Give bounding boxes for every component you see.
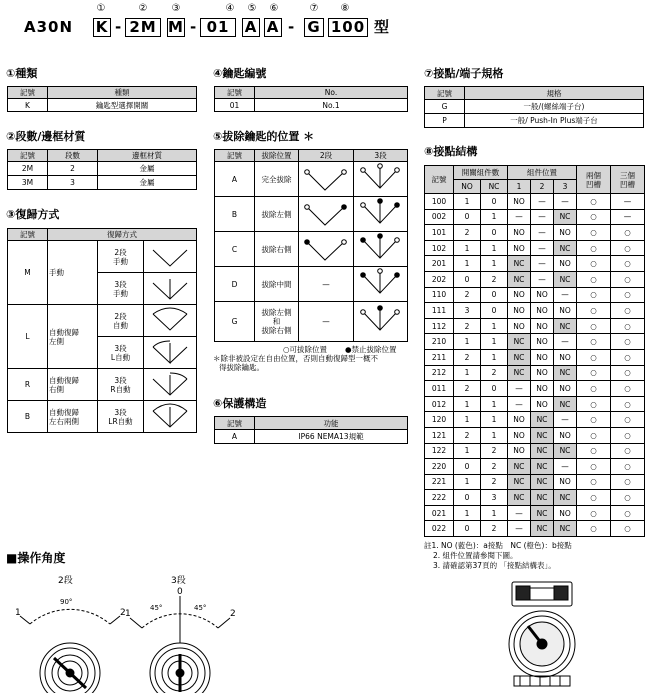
table-row: 120 1 1 NO NC — ○ ○: [425, 412, 645, 428]
table-row: M 手動 2段 手動: [8, 241, 197, 273]
diagram-l3: [153, 343, 170, 363]
table-row: 3M 3 金屬: [8, 176, 197, 190]
removal-diagrams-2: [298, 162, 353, 274]
table-row: G 一般/(螺絲端子台): [425, 100, 644, 114]
table-row: D 拔除中間 —: [215, 267, 408, 302]
diagram-m2: [153, 250, 187, 266]
code-suffix: 型: [374, 18, 391, 36]
legend-closed: ●禁止拔除位置: [345, 345, 397, 354]
removal-table: 記號 拔除位置 2段 3段 A 完全拔除 B 拔除左側 C 拔除右側 D 拔除中間 — G 拔除左側 和 拔除右側 —: [214, 149, 408, 342]
table-row: B 拔除左側: [215, 197, 408, 232]
code-dash-1: -: [115, 18, 123, 36]
code-num-7: ⑦: [309, 3, 319, 14]
key-table: 記號 No. 01 No.1: [214, 86, 408, 112]
table-row: 210 1 1 NC NO — ○ ○: [425, 334, 645, 350]
table-row: 01 No.1: [215, 99, 408, 112]
table-row: R 自動復歸 右側 3段 R自動: [8, 369, 197, 401]
table-row: A IP66 NEMA13規範: [215, 430, 408, 444]
table-row: 2M 2 金屬: [8, 162, 197, 176]
angle3-pos1: 1: [125, 609, 131, 619]
section-protection-title: ⑥保護構造: [213, 397, 267, 410]
table-row: 100 1 0 NO — — ○ —: [425, 194, 645, 210]
table-row: 011 2 0 — NO NO ○ ○: [425, 381, 645, 397]
table-row: 211 2 1 NC NO NO ○ ○: [425, 349, 645, 365]
code-num-4: ④: [225, 3, 235, 14]
model-code: [24, 4, 404, 44]
switch-illustration: [506, 578, 582, 690]
code-num-1: ①: [96, 3, 106, 14]
section-type-title: ①種類: [6, 67, 38, 80]
code-dash-3: -: [288, 18, 296, 36]
section-stage-title: ②段數/邊框材質: [6, 130, 86, 143]
table-row: 221 1 2 NC NC NO ○ ○: [425, 474, 645, 490]
angle-2-label: 2段: [58, 576, 73, 586]
angle-diagram-3: [120, 588, 240, 693]
table-row: 022 0 2 — NC NC ○ ○: [425, 521, 645, 537]
table-row: K 鑰匙型選擇開關: [8, 99, 197, 112]
removal-note-1: ＊除非被設定在自由位置，否則自動復歸型一概不: [213, 354, 378, 363]
angle3-deg-left: 45°: [150, 604, 163, 612]
code-seg-7: G: [304, 18, 324, 37]
angle2-pos2: 2: [120, 608, 126, 618]
table-row: 110 2 0 NO NO — ○ ○: [425, 287, 645, 303]
code-dash-2: -: [190, 18, 198, 36]
diagram-l2: [153, 314, 187, 330]
code-seg-1: K: [93, 18, 111, 37]
angle3-deg-right: 45°: [194, 604, 207, 612]
table-row: 021 1 1 — NC NO ○ ○: [425, 505, 645, 521]
table-row: 122 1 2 NO NC NC ○ ○: [425, 443, 645, 459]
section-terminal-title: ⑦接點/端子規格: [424, 67, 504, 80]
section-removal-title: ⑤拔除鑰匙的位置 ＊: [213, 130, 315, 143]
angle3-pos0: 0: [177, 587, 183, 597]
table-row: 111 3 0 NO NO NO ○ ○: [425, 303, 645, 319]
th-type: 種類: [48, 87, 197, 99]
code-num-6: ⑥: [269, 3, 279, 14]
table-row: 012 1 1 — NO NC ○ ○: [425, 396, 645, 412]
table-row: L 自動復歸 左側 2段 自動: [8, 305, 197, 337]
angle3-pos2: 2: [230, 609, 236, 619]
table-row: P 一般/ Push-In Plus端子台: [425, 114, 644, 128]
table-row: 002 0 1 — — NC ○ —: [425, 209, 645, 225]
table-row: 101 2 0 NO — NO ○ ○: [425, 225, 645, 241]
protection-table: 記號 功能 A IP66 NEMA13規範: [214, 416, 408, 444]
code-seg-2: 2M: [125, 18, 161, 37]
code-seg-3: M: [168, 18, 184, 36]
table-row: 212 1 2 NC NO NC ○ ○: [425, 365, 645, 381]
code-seg-4: 01: [200, 18, 236, 37]
legend-open: ○可拔除位置: [283, 345, 328, 354]
th-code: 記號: [8, 87, 48, 99]
code-prefix: A30N: [24, 18, 74, 36]
table-row: 112 2 1 NO NO NC ○ ○: [425, 318, 645, 334]
angle-title: ■操作角度: [6, 551, 66, 565]
angle-diagram-2: [10, 588, 130, 693]
contact-note-3: 3. 請確認第37頁的 「接點結構表」。: [433, 561, 556, 570]
table-row: 3段 L自動: [8, 337, 197, 369]
section-return-title: ③復歸方式: [6, 208, 60, 221]
contact-note-1: 註1. NO (藍色)：a接點 NC (橙色)：b接點: [424, 541, 572, 550]
table-row: B 自動復歸 左右兩側 3段 LR自動: [8, 401, 197, 433]
table-row: 121 2 1 NO NC NO ○ ○: [425, 427, 645, 443]
angle2-deg: 90°: [60, 598, 73, 606]
section-contact-title: ⑧接點結構: [424, 145, 478, 158]
table-row: 3段 手動: [8, 273, 197, 305]
removal-note-2: 得拔除鑰匙。: [219, 363, 264, 372]
code-num-2: ②: [138, 3, 148, 14]
table-row: A 完全拔除: [215, 162, 408, 197]
table-row: 202 0 2 NC — NC ○ ○: [425, 271, 645, 287]
table-row: 201 1 1 NC — NO ○ ○: [425, 256, 645, 272]
table-row: 220 0 2 NC NC — ○ ○: [425, 459, 645, 475]
code-num-8: ⑧: [340, 3, 350, 14]
angle-3-label: 3段: [171, 576, 186, 586]
removal-diagrams-3: [353, 162, 408, 344]
section-key-title: ④鑰匙編號: [213, 67, 267, 80]
terminal-table: 記號 規格 G 一般/(螺絲端子台) P 一般/ Push-In Plus端子台: [424, 86, 644, 128]
code-seg-8: 100: [328, 18, 368, 37]
table-row: 102 1 1 NO — NC ○ ○: [425, 240, 645, 256]
table-row: 222 0 3 NC NC NC ○ ○: [425, 490, 645, 506]
table-row: C 拔除右側: [215, 232, 408, 267]
type-table: [7, 86, 197, 112]
code-num-5: ⑤: [247, 3, 257, 14]
angle2-pos1: 1: [15, 608, 21, 618]
contact-note-2: 2. 組件位置請參閱下圖。: [433, 551, 518, 560]
table-row: G 拔除左側 和 拔除右側 —: [215, 302, 408, 342]
stage-table: 記號 段數 邊框材質 2M 2 金屬 3M 3 金屬: [7, 149, 197, 190]
code-seg-6: A: [264, 18, 282, 37]
code-seg-5: A: [242, 18, 260, 37]
return-table: 記號 復歸方式 M 手動 2段 手動 3段 手動 L 自動復歸 左側 2段 自動 3段 L自動 R 自動復歸 右側 3段 R自動 B 自動復歸 左右兩側 3段 LR自動: [7, 228, 197, 433]
code-num-3: ③: [171, 3, 181, 14]
return-diagrams: [143, 240, 197, 432]
contact-table: 記號 開關組件數 組件位置 兩個 凹槽 三個 凹槽 NO NC 1 2 3 100 1 0 NO — — ○ — 002 0 1 — — NC ○ — 101 2 0 NO — NO ○ ○ 102 1 1 NO — NC ○ ○ 201 1 1 NC — NO ○ ○ 202 0 2 NC — NC ○ ○ 110 2 0 NO NO — ○ ○ 111 3 0 NO NO NO ○ ○ 112 2 1 NO NO NC ○ ○ 210 1 1 NC NO — ○ ○ 211 2 1 NC NO NO ○ ○ 212 1 2 NC NO NC ○ ○ 011 2 0 — NO NO ○ ○ 012 1 1 — NO NC ○ ○ 120 1 1 NO NC — ○ ○ 121 2 1 NO NC NO ○ ○ 122 1 2 NO NC NC ○ ○ 220 0 2 NC NC — ○ ○ 221 1 2 NC NC NO ○ ○ 222 0 3 NC NC NC ○ ○ 021 1 1 — NC NO ○ ○ 022 0 2 — NC NC ○ ○: [424, 165, 645, 537]
